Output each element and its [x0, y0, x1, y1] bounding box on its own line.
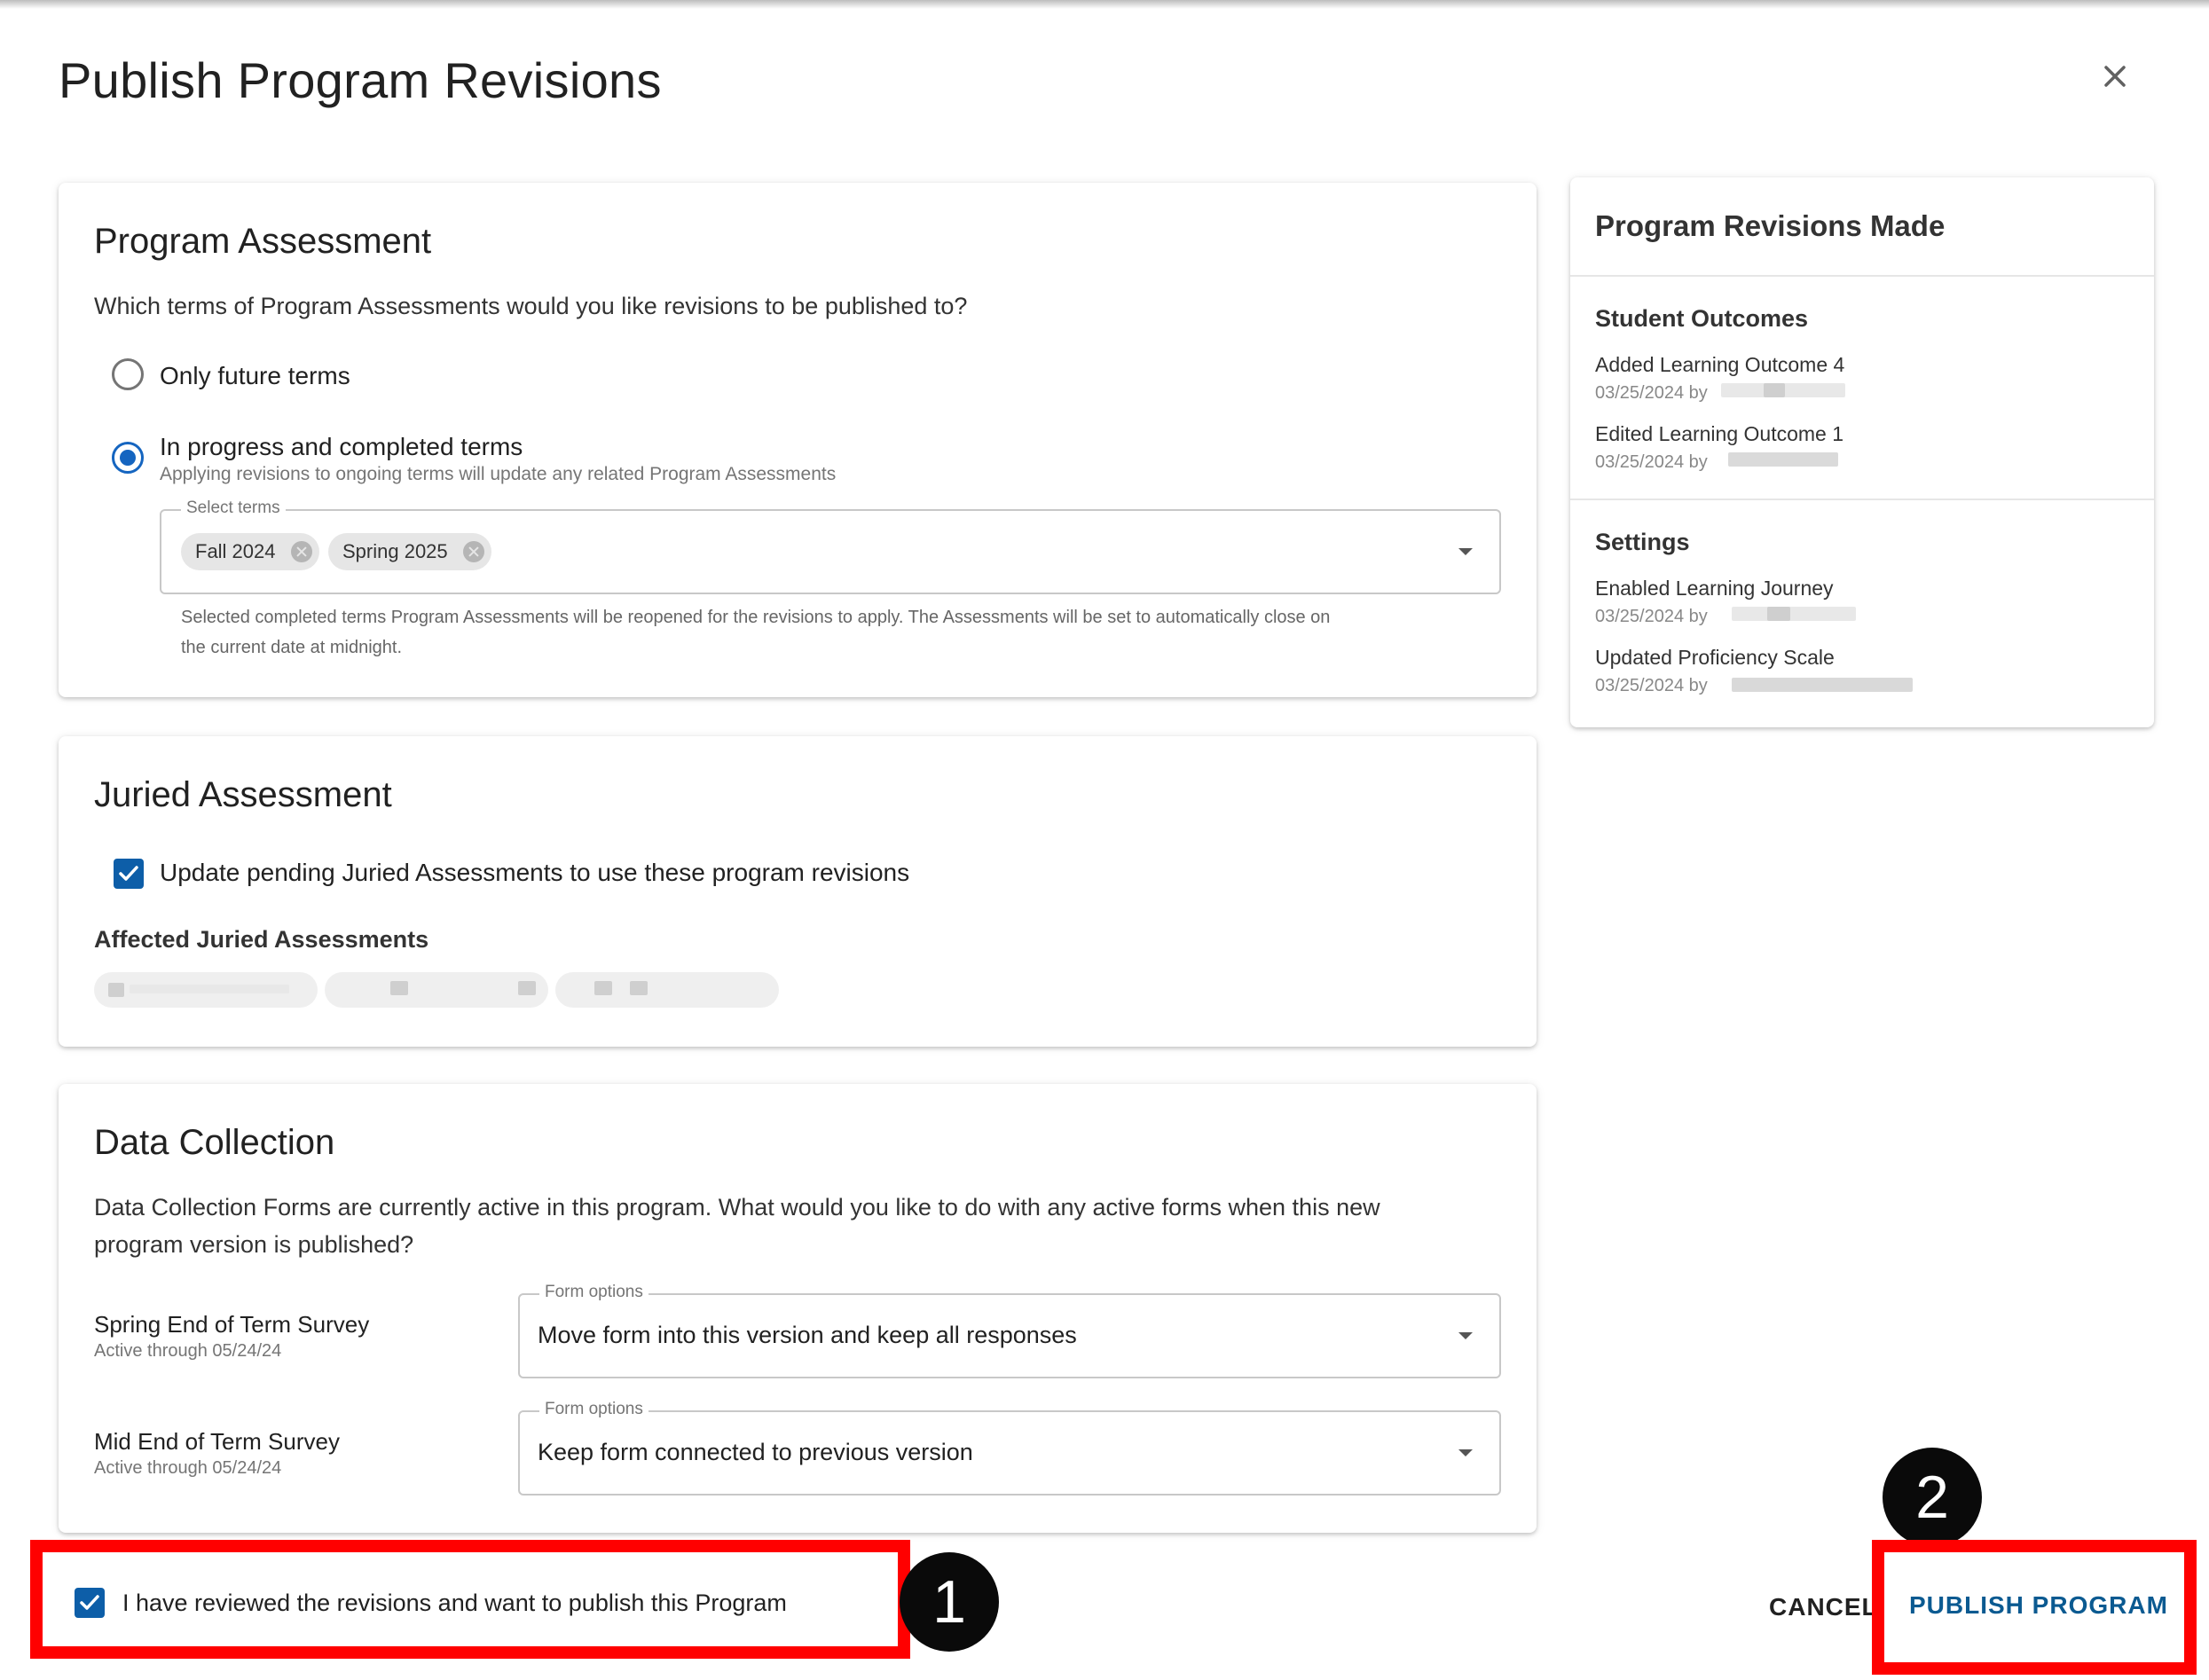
chevron-down-icon	[1458, 548, 1473, 555]
form-options-value-mid: Keep form connected to previous version	[538, 1439, 973, 1465]
divider	[1570, 499, 2154, 500]
data-collection-title: Data Collection	[94, 1123, 335, 1162]
juried-assessment-card	[59, 736, 1537, 1047]
confirm-review-checkbox[interactable]	[75, 1588, 105, 1618]
chevron-down-icon	[1458, 1332, 1473, 1339]
cancel-button[interactable]: CANCEL	[1769, 1593, 1878, 1621]
radio-label-only-future-terms: Only future terms	[160, 362, 350, 389]
form-options-select-mid[interactable]	[518, 1400, 1501, 1496]
data-collection-question-line2: program version is published?	[94, 1231, 414, 1258]
chip-remove-icon[interactable]	[463, 541, 484, 562]
revision-item-meta: 03/25/2024 by	[1595, 452, 1708, 472]
chip-remove-icon[interactable]	[291, 541, 312, 562]
form-active-spring: Active through 05/24/24	[94, 1341, 282, 1361]
redacted-text	[1764, 383, 1785, 397]
dialog-title: Publish Program Revisions	[59, 52, 662, 108]
select-terms-helper-line1: Selected completed terms Program Assessments will be reopened for the revisions to apply. The Assessments will be set to automatically close on	[181, 608, 1331, 627]
radio-only-future-terms[interactable]	[112, 358, 144, 390]
revision-item-meta: 03/25/2024 by	[1595, 383, 1708, 403]
redacted-text	[130, 985, 289, 993]
select-terms-field[interactable]	[160, 499, 1501, 594]
term-chip-label: Fall 2024	[195, 540, 276, 562]
divider	[1570, 275, 2154, 277]
annotation-badge-step1: 1	[900, 1552, 999, 1652]
confirm-review-label: I have reviewed the revisions and want to publish this Program	[122, 1590, 787, 1616]
update-juried-checkbox[interactable]	[114, 859, 144, 889]
form-options-select-spring[interactable]	[518, 1283, 1501, 1378]
revision-item-label: Updated Proficiency Scale	[1595, 646, 1835, 669]
select-terms-label: Select terms	[181, 499, 286, 518]
revisions-panel	[1570, 177, 2154, 727]
radio-label-in-progress-terms: In progress and completed terms	[160, 433, 523, 460]
form-name-spring: Spring End of Term Survey	[94, 1311, 370, 1338]
redacted-text	[630, 981, 648, 995]
term-chip-label: Spring 2025	[342, 540, 448, 562]
data-collection-question-line1: Data Collection Forms are currently active in this program. What would you like to do with any active forms when this new	[94, 1194, 1380, 1221]
revision-item-label: Enabled Learning Journey	[1595, 577, 1834, 600]
update-juried-label: Update pending Juried Assessments to use these program revisions	[160, 859, 910, 886]
redacted-text	[1732, 607, 1856, 621]
revision-item-meta: 03/25/2024 by	[1595, 676, 1708, 695]
juried-assessment-chip	[555, 972, 779, 1008]
redacted-text	[1767, 607, 1790, 621]
program-assessment-card	[59, 183, 1537, 697]
radio-sublabel-in-progress-terms: Applying revisions to ongoing terms will update any related Program Assessments	[160, 464, 837, 484]
form-options-value-spring: Move form into this version and keep all responses	[538, 1322, 1077, 1348]
redacted-text	[594, 981, 612, 995]
juried-assessment-title: Juried Assessment	[94, 775, 392, 814]
close-icon[interactable]	[2094, 55, 2136, 98]
revision-item-meta: 03/25/2024 by	[1595, 607, 1708, 626]
juried-assessment-chip	[325, 972, 548, 1008]
redacted-text	[1728, 452, 1838, 467]
program-assessment-title: Program Assessment	[94, 222, 432, 261]
redacted-text	[390, 981, 408, 995]
juried-assessment-chip	[94, 972, 318, 1008]
form-options-label: Form options	[539, 1283, 649, 1302]
affected-juried-heading: Affected Juried Assessments	[94, 926, 429, 953]
revision-item-label: Edited Learning Outcome 1	[1595, 422, 1844, 445]
annotation-badge-step2: 2	[1883, 1448, 1982, 1547]
term-chip-spring-2025[interactable]	[328, 533, 491, 570]
radio-in-progress-terms[interactable]	[112, 442, 144, 474]
select-terms-helper-line2: the current date at midnight.	[181, 638, 403, 657]
data-collection-card	[59, 1084, 1537, 1533]
redacted-text	[518, 981, 536, 995]
revisions-panel-title: Program Revisions Made	[1595, 209, 1946, 242]
form-options-label: Form options	[539, 1400, 649, 1419]
redacted-text	[1732, 678, 1913, 692]
chevron-down-icon	[1458, 1449, 1473, 1456]
program-assessment-question: Which terms of Program Assessments would you like revisions to be published to?	[94, 293, 968, 319]
top-shadow	[0, 0, 2209, 9]
term-chip-fall-2024[interactable]	[181, 533, 319, 570]
student-outcomes-heading: Student Outcomes	[1595, 305, 1809, 332]
revision-item-label: Added Learning Outcome 4	[1595, 353, 1845, 376]
redacted-text	[108, 983, 124, 997]
form-name-mid: Mid End of Term Survey	[94, 1428, 340, 1455]
publish-program-button[interactable]: PUBLISH PROGRAM	[1909, 1591, 2168, 1619]
form-active-mid: Active through 05/24/24	[94, 1458, 282, 1478]
settings-heading: Settings	[1595, 529, 1690, 555]
